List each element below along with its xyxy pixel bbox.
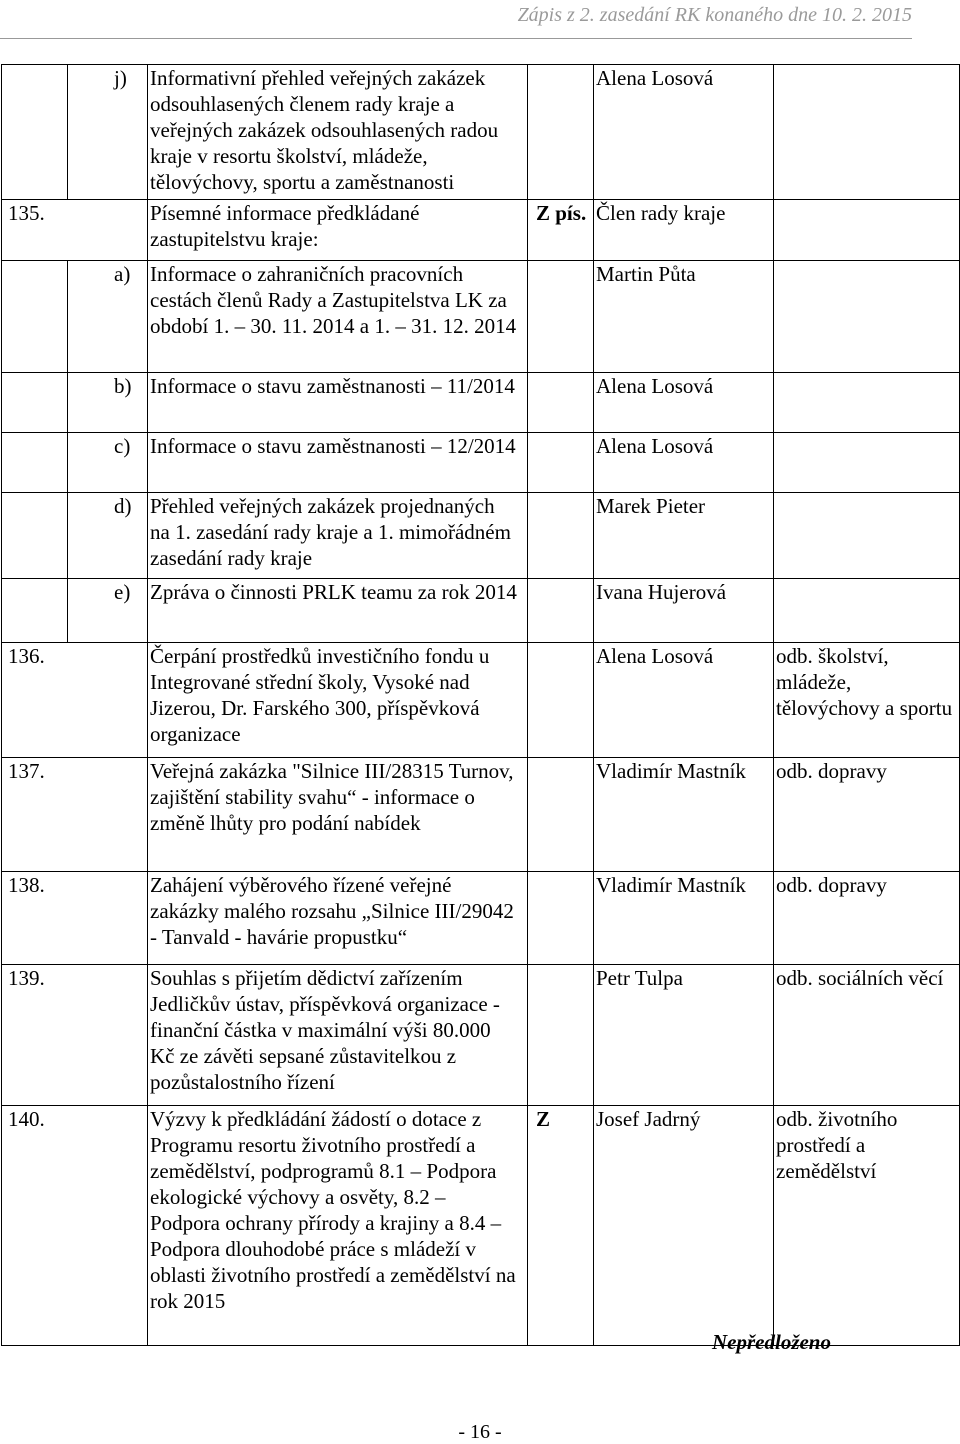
agenda-table [1,64,960,1346]
item-flag [528,261,594,373]
item-number: 135. [2,200,148,261]
not-submitted-note: Nepředloženo [712,1330,831,1354]
item-label: d) [68,493,148,579]
item-note: odb. dopravy [774,758,960,872]
item-flag [528,65,594,200]
item-flag: Z pís. [528,200,594,261]
agenda-row-135 [2,200,960,261]
item-number: 136. [2,643,148,758]
item-flag [528,758,594,872]
item-text: Zpráva o činnosti PRLK teamu za rok 2014 [148,579,528,643]
item-note: odb. sociálních věcí [774,965,960,1106]
agenda-row-135e [2,579,960,643]
item-label: e) [68,579,148,643]
item-text: Informace o stavu zaměstnanosti – 12/2014 [148,433,528,493]
item-note [774,200,960,261]
item-text: Veřejná zakázka "Silnice III/28315 Turnov, zajištění stability svahu“ - informace o změně lhůty pro podání nabídek [148,758,528,872]
item-person: Josef Jadrný [594,1106,774,1346]
item-note: odb. školství, mládeže, tělovýchovy a sportu [774,643,960,758]
agenda-row-135d [2,493,960,579]
item-person: Petr Tulpa [594,965,774,1106]
item-note [774,261,960,373]
item-person: Alena Losová [594,643,774,758]
item-flag [528,579,594,643]
item-label: a) [68,261,148,373]
item-person: Ivana Hujerová [594,579,774,643]
agenda-row-135b [2,373,960,433]
item-note: odb. životního prostředí a zemědělství [774,1106,960,1346]
item-person: Vladimír Mastník [594,758,774,872]
item-label: j) [68,65,148,200]
item-person: Marek Pieter [594,493,774,579]
item-text: Písemné informace předkládané zastupitelstvu kraje: [148,200,528,261]
item-flag [528,433,594,493]
item-flag [528,493,594,579]
item-text: Čerpání prostředků investičního fondu u Integrované střední školy, Vysoké nad Jizerou, Dr. Farského 300, příspěvková organizace [148,643,528,758]
agenda-row-136 [2,643,960,758]
item-person: Martin Půta [594,261,774,373]
item-label: c) [68,433,148,493]
item-number: 138. [2,872,148,965]
item-number: 137. [2,758,148,872]
item-text: Souhlas s přijetím dědictví zařízením Jedličkův ústav, příspěvková organizace - finanční částka v maximální výši 80.000 Kč ze závěti sepsané zůstavitelkou z pozůstalostního řízení [148,965,528,1106]
item-note [774,433,960,493]
agenda-row-135a [2,261,960,373]
item-person: Alena Losová [594,433,774,493]
item-person: Vladimír Mastník [594,872,774,965]
agenda-row-140 [2,1106,960,1346]
item-flag: Z [528,1106,594,1346]
item-note [774,493,960,579]
item-flag [528,373,594,433]
agenda-row-139 [2,965,960,1106]
item-flag [528,965,594,1106]
item-text: Informativní přehled veřejných zakázek odsouhlasených členem rady kraje a veřejných zakázek odsouhlasených radou kraje v resortu školství, mládeže, tělovýchovy, sportu a zaměstnanosti [148,65,528,200]
item-note [774,65,960,200]
item-text: Informace o stavu zaměstnanosti – 11/2014 [148,373,528,433]
item-text: Zahájení výběrového řízené veřejné zakázky malého rozsahu „Silnice III/29042 - Tanvald - havárie propustku“ [148,872,528,965]
item-flag [528,643,594,758]
agenda-row-j [2,65,960,200]
item-note [774,579,960,643]
header-rule [0,38,912,39]
item-note [774,373,960,433]
item-number: 140. [2,1106,148,1346]
page-header: Zápis z 2. zasedání RK konaného dne 10. 2. 2015 [517,4,912,26]
item-text: Přehled veřejných zakázek projednaných na 1. zasedání rady kraje a 1. mimořádném zasedání rady kraje [148,493,528,579]
item-person: Člen rady kraje [594,200,774,261]
item-person: Alena Losová [594,373,774,433]
agenda-row-135c [2,433,960,493]
item-text: Výzvy k předkládání žádostí o dotace z Programu resortu životního prostředí a zemědělství, podprogramů 8.1 – Podpora ekologické výchovy a osvěty, 8.2 – Podpora ochrany přírody a krajiny a 8.4 – Podpora dlouhodobé práce s mládeží v oblasti životního prostředí a zemědělství na rok 2015 [148,1106,528,1346]
agenda-row-137 [2,758,960,872]
item-text: Informace o zahraničních pracovních cestách členů Rady a Zastupitelstva LK za období 1. – 30. 11. 2014 a 1. – 31. 12. 2014 [148,261,528,373]
item-number: 139. [2,965,148,1106]
agenda-row-138 [2,872,960,965]
item-label: b) [68,373,148,433]
item-person: Alena Losová [594,65,774,200]
item-flag [528,872,594,965]
item-note: odb. dopravy [774,872,960,965]
page-number: - 16 - [458,1421,502,1443]
